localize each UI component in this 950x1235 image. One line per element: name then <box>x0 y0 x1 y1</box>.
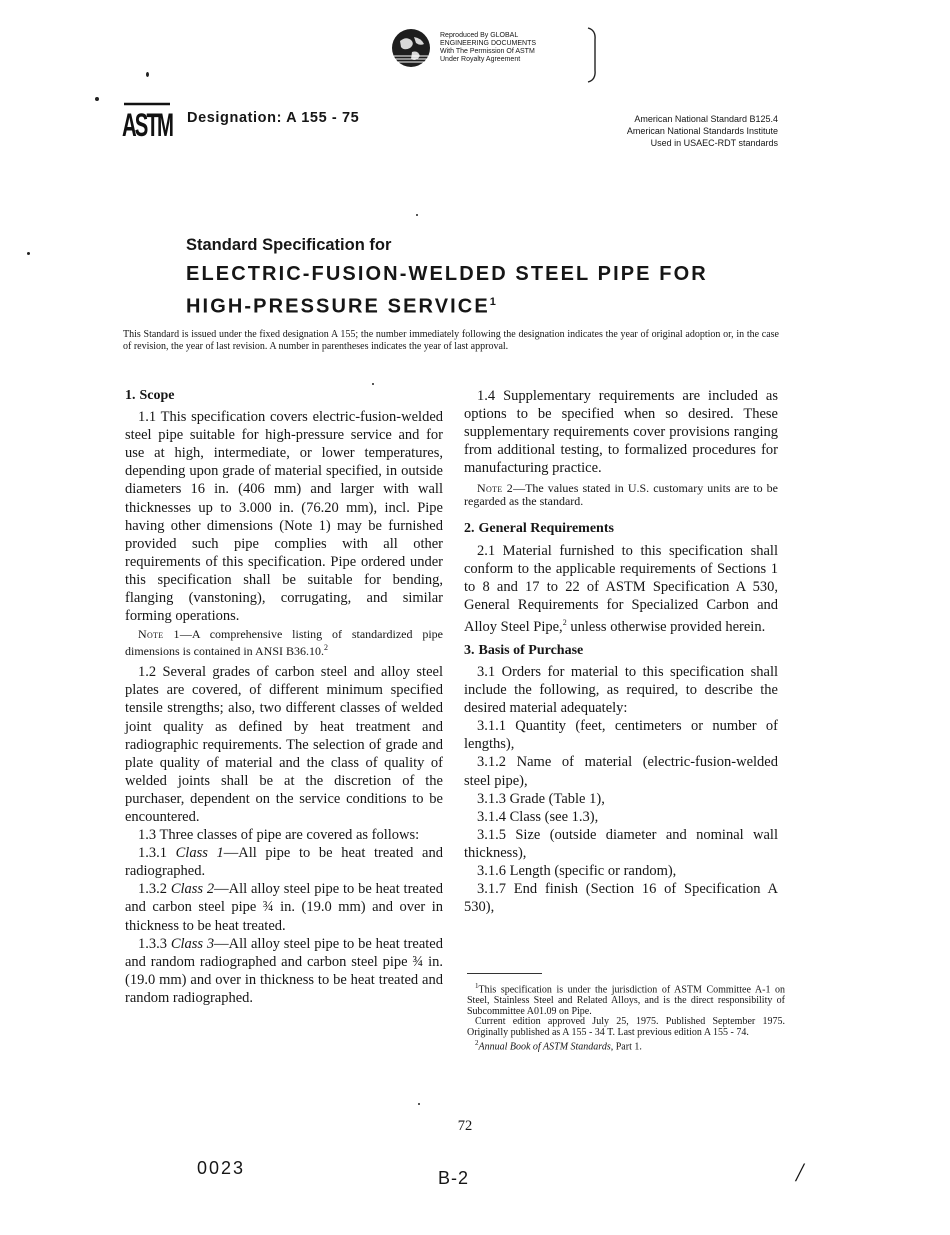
title-prefix: Standard Specification for <box>186 236 392 254</box>
globe-logo <box>391 28 431 68</box>
note-label: Note 1 <box>138 627 180 642</box>
item-number: 1.3.3 <box>138 935 167 952</box>
class-2-item <box>125 880 443 934</box>
class-3-item <box>125 935 443 1007</box>
page-marker: B-2 <box>438 1168 470 1188</box>
footnote-title: Annual Book of ASTM Standards <box>478 1041 611 1053</box>
title-line-2 <box>186 288 806 321</box>
issuance-notice: This Standard is issued under the fixed designation A 155; the number immediately following the designation indicates the year of original adoption or, in the case of revision, the year of last revision. A number in parentheses indicates the year of last approval. <box>123 329 779 352</box>
reproduction-line: ENGINEERING DOCUMENTS <box>440 40 537 47</box>
footnote-number: 1 <box>475 982 479 990</box>
standard-references <box>560 113 778 149</box>
section-heading-general <box>464 520 778 538</box>
standard-ref-line: Used in USAEC-RDT standards <box>650 138 778 148</box>
note-text: —A comprehensive listing of standardized pipe dimensions is contained in ANSI B36.10. <box>125 627 443 659</box>
section-title: General Requirements <box>478 521 614 537</box>
note-label: Note 2 <box>477 481 514 496</box>
order-item: 3.1.6 Length (specific or random), <box>477 862 677 879</box>
brace-mark <box>586 26 600 84</box>
note-1 <box>125 628 443 658</box>
scan-speck <box>27 252 30 255</box>
logo-text: ASTM <box>122 107 173 143</box>
item-number: 1.3.1 <box>138 845 167 862</box>
footnote-text: This specification is under the jurisdiction of ASTM Committee A-1 on Steel, Stainless Steel and Related Alloys, and is the direct responsibility of Subcommittee A01.09 on Pipe. <box>467 984 785 1017</box>
reproduction-notice <box>440 32 590 64</box>
footnote-1-edition: Current edition approved July 25, 1975. Published September 1975. Originally published as A 155 - 34 T. Last previous edition A 155 - 74. <box>467 1016 785 1038</box>
item-number: 1.3.2 <box>138 881 167 898</box>
paragraph-1-3: 1.3 Three classes of pipe are covered as follows: <box>138 827 420 844</box>
document-code: 0023 <box>197 1158 246 1178</box>
footnote-ref: 2 <box>562 617 567 627</box>
note-ref: 2 <box>324 643 328 653</box>
designation: Designation: A 155 - 75 <box>187 110 360 126</box>
astm-logo <box>120 98 174 146</box>
section-title: Basis of Purchase <box>478 642 584 658</box>
order-item: 3.1.2 Name of material (electric-fusion-welded steel pipe), <box>464 754 778 789</box>
scan-speck <box>372 383 374 385</box>
footnotes <box>467 981 785 1053</box>
left-column <box>125 387 443 1007</box>
section-heading-purchase <box>464 642 778 660</box>
paragraph-1-4: 1.4 Supplementary requirements are included as options to be specified when so desired. These supplementary requirements cover provisions ranging from additional testing, to formalized procedures for manufacturing practice. <box>464 388 778 477</box>
reproduction-line: Under Royalty Agreement <box>440 56 521 63</box>
standard-ref-line: American National Standards Institute <box>626 126 778 136</box>
note-2 <box>464 482 778 508</box>
footnote-2 <box>467 1038 785 1053</box>
section-heading-scope <box>125 387 443 405</box>
paragraph-text: 2.1 Material furnished to this specification shall conform to the applicable requirements of Sections 1 to 8 and 17 to 22 of ASTM Specification A 530, General Requirements for Specialized Carbon and Alloy Steel Pipe, <box>464 542 778 635</box>
order-item: 3.1.3 Grade (Table 1), <box>477 790 605 807</box>
footnote-tail: , Part 1. <box>610 1041 642 1053</box>
order-item: 3.1.1 Quantity (feet, centimeters or number of lengths), <box>464 718 778 753</box>
paragraph-2-1 <box>464 542 778 636</box>
margin-mark: / <box>796 1158 804 1187</box>
scan-speck <box>146 72 149 77</box>
class-text: —All pipe to be heat treated and radiographed. <box>125 845 443 880</box>
section-number: 2. <box>464 521 475 537</box>
order-item: 3.1.5 Size (outside diameter and nominal wall thickness), <box>464 826 778 861</box>
class-label: Class 2 <box>170 881 215 898</box>
scan-speck <box>416 214 418 216</box>
title-line-2-text: HIGH-PRESSURE SERVICE <box>186 295 490 318</box>
document-title <box>186 260 806 321</box>
note-text: —The values stated in U.S. customary units are to be regarded as the standard. <box>464 481 778 509</box>
scan-speck <box>418 1103 420 1105</box>
class-1-item <box>125 844 443 880</box>
order-item: 3.1.4 Class (see 1.3), <box>477 808 599 825</box>
class-label: Class 1 <box>175 845 224 862</box>
reproduction-line: Reproduced By GLOBAL <box>440 32 519 39</box>
order-item: 3.1.7 End finish (Section 16 of Specification A 530), <box>464 881 778 916</box>
scan-speck <box>95 97 99 101</box>
reproduction-line: With The Permission Of ASTM <box>440 48 535 55</box>
standard-ref-line: American National Standard B125.4 <box>634 114 778 124</box>
page-number: 72 <box>457 1118 473 1134</box>
section-number: 1. <box>125 388 136 403</box>
paragraph-3-1: 3.1 Orders for material to this specification shall include the following, as required, to describe the desired material adequately: <box>464 663 778 717</box>
class-text: —All alloy steel pipe to be heat treated and random radiographed and carbon steel pipe ¾ in. (19.0 mm) and over in thickness to be heat treated and random radiographed. <box>125 935 443 1006</box>
footnote-divider <box>467 973 542 974</box>
footnote-1 <box>467 981 785 1017</box>
footnote-number: 2 <box>475 1039 479 1048</box>
paragraph-1-2: 1.2 Several grades of carbon steel and alloy steel plates are covered, of different minimum specified tensile strengths; also, two different classes of welded joint quality as defined by heat treatment and radiographic requirements. The selection of grade and plate quality of material and the class of quality of welded joints shall be at the discretion of the purchaser, dependent on the service conditions to be encountered. <box>125 664 443 825</box>
title-line-1: ELECTRIC-FUSION-WELDED STEEL PIPE FOR <box>186 263 708 285</box>
class-text: —All alloy steel pipe to be heat treated and carbon steel pipe ¾ in. (19.0 mm) and over in thickness to be heat treated. <box>125 881 443 934</box>
title-footnote-ref: 1 <box>489 296 499 308</box>
class-label: Class 3 <box>170 935 215 952</box>
right-column <box>464 387 778 916</box>
section-title: Scope <box>139 388 175 403</box>
paragraph-1-1: 1.1 This specification covers electric-fusion-welded steel pipe suitable for high-pressure service and for use at high, intermediate, or lower temperatures, depending upon grade of material specified, in outside diameters 16 in. (406 mm) and larger with wall thicknesses up to 3.000 in. (76.20 mm), incl. Pipe having other dimensions (Note 1) may be furnished provided such pipe complies with all other requirements of this specification. Pipe ordered under this specification shall be suitable for bending, flanging (vanstoning), corrugating, and similar forming operations. <box>125 409 443 625</box>
paragraph-text-end: unless otherwise provided herein. <box>566 618 766 635</box>
section-number: 3. <box>464 642 475 658</box>
